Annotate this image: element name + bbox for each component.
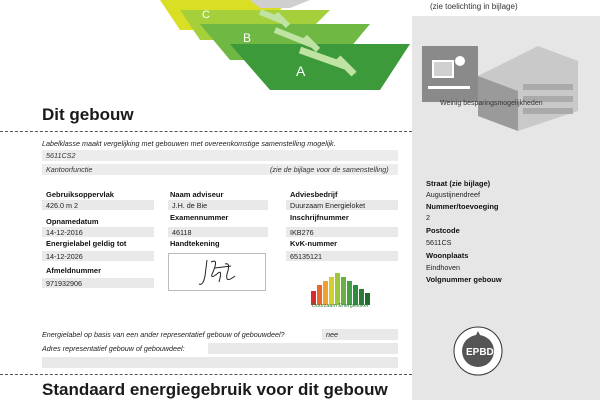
label-geldig-tot: Energielabel geldig tot	[46, 239, 127, 248]
label-afmeldnummer: Afmeldnummer	[46, 266, 102, 275]
building-code: 5611CS2	[46, 151, 76, 160]
dashed-divider-bottom	[0, 374, 412, 375]
section-title-standaard: Standaard energiegebruik voor dit gebouw	[42, 380, 388, 399]
building-function: Kantoorfunctie	[46, 165, 93, 174]
dashed-divider	[0, 131, 412, 132]
value-afmeldnummer: 971932906	[46, 279, 82, 288]
logo-bars	[311, 273, 370, 305]
value-opnamedatum: 14-12-2016	[46, 228, 83, 237]
letter-c: C	[202, 9, 210, 21]
letter-b: B	[243, 31, 252, 45]
value-straat: Augustijnendreef	[426, 190, 480, 199]
adres-bar	[208, 343, 398, 354]
company-logo-text: Duurzaam Energieloket	[312, 303, 369, 309]
band-green	[230, 44, 410, 90]
building-icon	[468, 36, 578, 136]
tip-text: Weinig besparingsmogelijkheden	[440, 100, 543, 107]
signature-box	[168, 253, 266, 291]
answer-representatief: nee	[326, 330, 338, 339]
label-straat: Straat (zie bijlage)	[426, 179, 491, 188]
label-opnamedatum: Opnamedatum	[46, 217, 99, 226]
value-inschrijfnummer: IKB276	[290, 228, 314, 237]
label-adviseur: Naam adviseur	[170, 190, 224, 199]
label-handtekening: Handtekening	[170, 239, 220, 248]
letter-a: A	[296, 63, 306, 79]
intro-text: Labelklasse maakt vergelijking met gebouwen met overeenkomstige samenstelling mogelijk.	[42, 139, 336, 148]
section-title-dit-gebouw: Dit gebouw	[42, 105, 134, 124]
label-volgnummer: Volgnummer gebouw	[426, 275, 502, 284]
label-examennummer: Examennummer	[170, 213, 229, 222]
adres-bar-2	[42, 357, 398, 368]
label-woonplaats: Woonplaats	[426, 251, 469, 260]
toelichting-note: (zie toelichting in bijlage)	[430, 2, 518, 11]
label-inschrijfnummer: Inschrijfnummer	[290, 213, 349, 222]
value-gebruiksoppervlak: 426.0 m 2	[46, 201, 78, 210]
question-adres: Adres representatief gebouw of gebouwdeel:	[42, 344, 185, 353]
energy-label-graphic	[140, 0, 410, 100]
value-examennummer: 46118	[172, 228, 192, 237]
top-grey	[250, 0, 310, 8]
epbd-text: EPBD	[466, 347, 494, 358]
epbd-seal-icon	[452, 325, 504, 377]
value-kvk: 65135121	[290, 252, 322, 261]
label-kvk: KvK-nummer	[290, 239, 338, 248]
question-representatief: Energielabel op basis van een ander representatief gebouw of gebouwdeel?	[42, 330, 285, 339]
value-adviesbedrijf: Duurzaam Energieloket	[290, 201, 366, 210]
value-woonplaats: Eindhoven	[426, 263, 460, 272]
desk-icon	[428, 86, 470, 89]
value-geldig-tot: 14-12-2026	[46, 252, 83, 261]
label-gebruiksoppervlak: Gebruiksoppervlak	[46, 190, 114, 199]
label-adviesbedrijf: Adviesbedrijf	[290, 190, 338, 199]
monitor-icon	[432, 60, 454, 78]
label-postcode: Postcode	[426, 226, 460, 235]
value-postcode: 5611CS	[426, 238, 452, 247]
person-icon	[455, 56, 465, 66]
value-adviseur: J.H. de Bie	[172, 201, 208, 210]
signature-image	[169, 254, 267, 292]
function-note: (zie de bijlage voor de samenstelling)	[270, 165, 389, 174]
label-nummer: Nummer/toevoeging	[426, 202, 499, 211]
value-nummer: 2	[426, 213, 430, 222]
code-bar	[42, 150, 398, 161]
